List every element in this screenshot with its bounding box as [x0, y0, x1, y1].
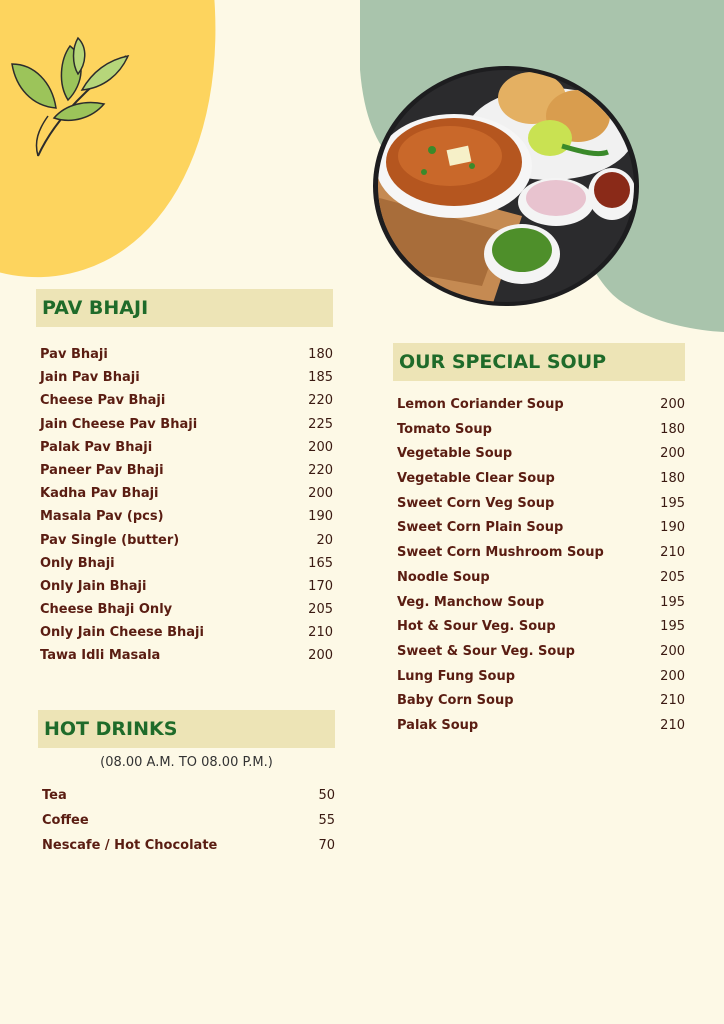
item-price: 185: [308, 370, 333, 386]
special-soup-section: [393, 343, 685, 739]
menu-item-row: [36, 343, 333, 366]
item-price: 200: [308, 486, 333, 502]
menu-item-row: [36, 598, 333, 621]
pav-bhaji-section: [36, 289, 333, 668]
hours-note: (08.00 A.M. TO 08.00 P.M.): [100, 755, 273, 770]
item-price: 225: [308, 416, 333, 432]
item-name: Veg. Manchow Soup: [397, 594, 545, 610]
item-name: Nescafe / Hot Chocolate: [42, 837, 218, 853]
menu-item-row: [36, 436, 333, 459]
item-name: Vegetable Soup: [397, 446, 513, 462]
item-price: 200: [660, 668, 685, 684]
menu-item-row: [38, 834, 335, 859]
item-name: Coffee: [42, 812, 89, 828]
menu-item-row: [393, 615, 685, 640]
menu-item-row: [36, 482, 333, 505]
menu-item-row: [36, 575, 333, 598]
item-price: 195: [660, 619, 685, 635]
item-price: 180: [660, 421, 685, 437]
item-price: 170: [308, 578, 333, 594]
hot-drinks-section: [38, 710, 335, 858]
item-price: 55: [318, 812, 335, 828]
item-price: 200: [660, 446, 685, 462]
section-title: HOT DRINKS: [38, 710, 335, 748]
section-title: OUR SPECIAL SOUP: [393, 343, 685, 381]
menu-item-row: [393, 418, 685, 443]
item-price: 190: [308, 509, 333, 525]
menu-item-row: [393, 714, 685, 739]
item-name: Palak Soup: [397, 717, 479, 733]
menu-item-row: [36, 413, 333, 436]
item-price: 205: [308, 602, 333, 618]
item-name: Hot & Sour Veg. Soup: [397, 619, 556, 635]
item-name: Paneer Pav Bhaji: [40, 462, 164, 478]
menu-item-row: [393, 442, 685, 467]
item-name: Masala Pav (pcs): [40, 509, 164, 525]
item-price: 180: [660, 471, 685, 487]
item-price: 220: [308, 393, 333, 409]
item-name: Palak Pav Bhaji: [40, 439, 153, 455]
menu-item-row: [393, 516, 685, 541]
item-name: Jain Pav Bhaji: [40, 370, 140, 386]
item-name: Cheese Bhaji Only: [40, 602, 173, 618]
item-name: Only Jain Cheese Bhaji: [40, 625, 204, 641]
pav-bhaji-items: [36, 343, 333, 668]
hot-drinks-items: [38, 784, 335, 858]
item-name: Baby Corn Soup: [397, 693, 514, 709]
item-price: 165: [308, 555, 333, 571]
menu-item-row: [393, 566, 685, 591]
item-price: 210: [660, 693, 685, 709]
menu-item-row: [393, 591, 685, 616]
item-name: Jain Cheese Pav Bhaji: [40, 416, 198, 432]
item-name: Sweet Corn Plain Soup: [397, 520, 564, 536]
item-price: 20: [316, 532, 333, 548]
menu-item-row: [36, 529, 333, 552]
item-name: Lung Fung Soup: [397, 668, 516, 684]
item-price: 210: [308, 625, 333, 641]
item-name: Pav Single (butter): [40, 532, 180, 548]
item-price: 190: [660, 520, 685, 536]
item-price: 195: [660, 594, 685, 610]
item-name: Tawa Idli Masala: [40, 648, 161, 664]
menu-item-row: [393, 689, 685, 714]
item-price: 200: [660, 397, 685, 412]
menu-item-row: [36, 389, 333, 412]
menu-item-row: [393, 640, 685, 665]
item-price: 210: [660, 717, 685, 733]
section-title: PAV BHAJI: [36, 289, 333, 327]
item-price: 50: [318, 788, 335, 803]
item-price: 220: [308, 462, 333, 478]
item-price: 180: [308, 347, 333, 362]
menu-item-row: [36, 459, 333, 482]
item-price: 205: [660, 569, 685, 585]
item-name: Sweet Corn Veg Soup: [397, 495, 555, 511]
menu-item-row: [393, 665, 685, 690]
item-name: Lemon Coriander Soup: [397, 397, 564, 412]
menu-item-row: [393, 393, 685, 418]
item-name: Only Bhaji: [40, 555, 115, 571]
menu-item-row: [36, 505, 333, 528]
menu-item-row: [36, 644, 333, 667]
menu-item-row: [38, 809, 335, 834]
item-name: Only Jain Bhaji: [40, 578, 147, 594]
item-price: 70: [318, 837, 335, 853]
item-name: Vegetable Clear Soup: [397, 471, 555, 487]
item-name: Kadha Pav Bhaji: [40, 486, 159, 502]
item-name: Sweet Corn Mushroom Soup: [397, 545, 604, 561]
menu-item-row: [36, 366, 333, 389]
menu-item-row: [38, 784, 335, 809]
item-name: Tea: [42, 788, 67, 803]
item-price: 200: [660, 643, 685, 659]
item-price: 195: [660, 495, 685, 511]
menu-item-row: [36, 621, 333, 644]
item-price: 200: [308, 648, 333, 664]
item-name: Sweet & Sour Veg. Soup: [397, 643, 575, 659]
menu-item-row: [393, 492, 685, 517]
menu-item-row: [393, 541, 685, 566]
menu-item-row: [36, 552, 333, 575]
item-name: Tomato Soup: [397, 421, 492, 437]
leaf-branch-icon: [8, 34, 138, 164]
item-name: Pav Bhaji: [40, 347, 108, 362]
item-price: 200: [308, 439, 333, 455]
item-name: Cheese Pav Bhaji: [40, 393, 166, 409]
pav-bhaji-photo: [372, 66, 640, 306]
menu-item-row: [393, 467, 685, 492]
item-name: Noodle Soup: [397, 569, 490, 585]
item-price: 210: [660, 545, 685, 561]
special-soup-items: [393, 393, 685, 739]
